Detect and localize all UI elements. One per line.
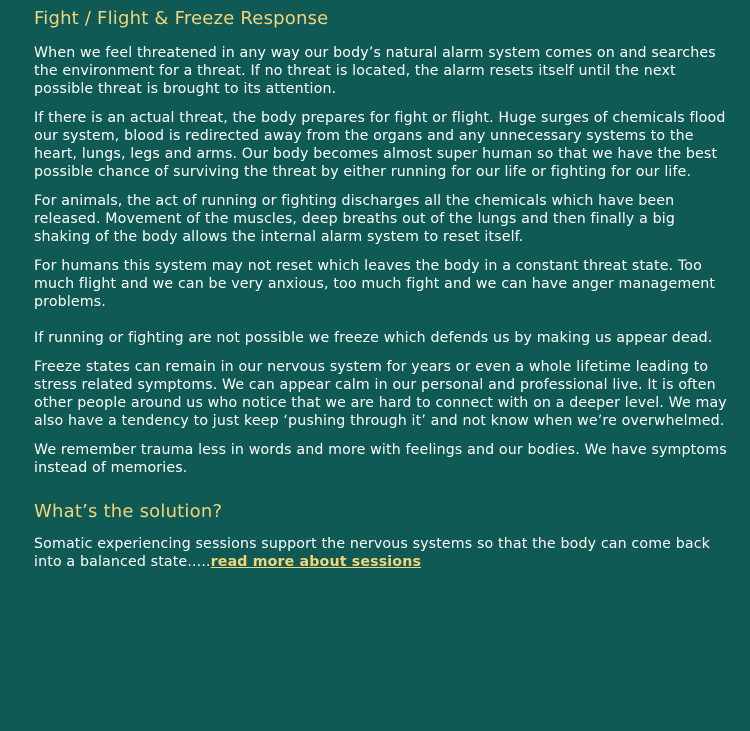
paragraph-freeze: If running or fighting are not possible we freeze which defends us by making us appear dead. (34, 330, 713, 346)
solution-text: Somatic experiencing sessions support the nervous systems so that the body can come back into a balanced state..... (34, 536, 711, 570)
paragraph-trauma-memory: We remember trauma less in words and more with feelings and our bodies. We have symptoms instead of memories. (34, 442, 727, 476)
paragraph-freeze-states: Freeze states can remain in our nervous system for years or even a whole lifetime leading to stress related symptoms. We can appear calm in our personal and professional live. It is often other people around us who notice that we are hard to connect with on a deeper level. We may also have a tendency to just keep ‘pushing through it’ and not know when we’re overwhelmed. (34, 359, 727, 429)
paragraph-actual-threat: If there is an actual threat, the body prepares for fight or flight. Huge surges of chemicals flood our system, blood is redirected away from the organs and any unnecessary systems to the heart, lungs, legs and arms. Our body becomes almost super human so that we have the best possible chance of surviving the threat by either running for our life or fighting for our life. (34, 110, 726, 180)
solution-paragraph (34, 535, 730, 571)
paragraph-animals: For animals, the act of running or fighting discharges all the chemicals which have been released. Movement of the muscles, deep breaths out of the lungs and then finally a big shaking of the body allows the internal alarm system to reset itself. (34, 193, 676, 245)
solution-heading: What’s the solution? (34, 501, 223, 522)
read-more-sessions-link[interactable]: read more about sessions (210, 554, 422, 570)
page-title: Fight / Flight & Freeze Response (34, 8, 329, 29)
paragraph-alarm-system: When we feel threatened in any way our body’s natural alarm system comes on and searches the environment for a threat. If no threat is located, the alarm resets itself until the next possible threat is brought to its attention. (34, 45, 716, 97)
paragraph-humans: For humans this system may not reset which leaves the body in a constant threat state. Too much flight and we can be very anxious, too much fight and we can have anger management problems. (34, 258, 716, 310)
